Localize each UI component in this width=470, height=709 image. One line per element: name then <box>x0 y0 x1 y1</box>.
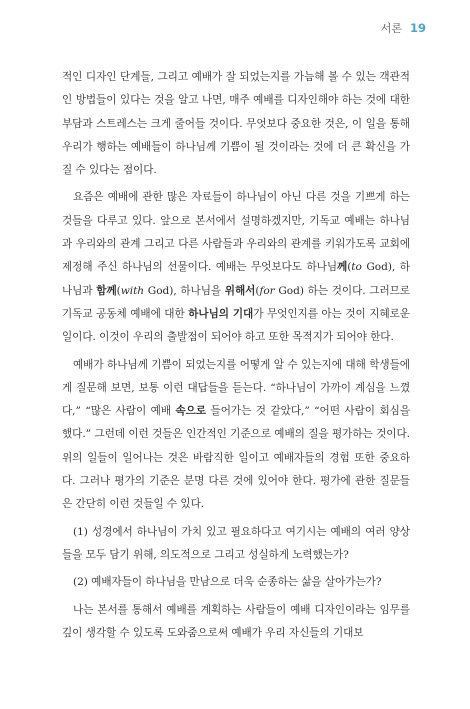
question-item-2: (2) 예배자들이 하나님을 만남으로 더욱 순종하는 삶을 살아가는가? <box>73 576 382 589</box>
section-title: 서론 <box>380 22 402 35</box>
bold-phrase: 위해서 <box>224 284 256 297</box>
question-item-1: (1) 성경에서 하나님이 가치 있고 필요하다고 여기시는 예배의 여러 양상들을 모두 담기 위해, 의도적으로 그리고 성실하게 노력했는가? <box>62 525 410 561</box>
running-header <box>381 20 426 36</box>
paragraph-4: 나는 본서를 통해서 예배를 계획하는 사람들이 예배 디자인이라는 임무를 깊이 생각할 수 있도록 도와줌으로써 예배가 우리 자신들의 기대보 <box>62 603 410 639</box>
body-text <box>62 66 410 649</box>
paragraph-3: 예배가 하나님께 기쁨이 되었는지를 어떻게 알 수 있는지에 대해 학생들에게 질문해 보면, 보통 이런 대답들을 듣는다. “하나님이 가까이 계심을 느꼈다,” “많은 사람이 예배 속으로 들어가는 것 같았다,” “어떤 사람이 회심을 했다.” 그런데 이런 것들은 인간적인 기준으로 예배의 질을 평가하는 것이다. 위의 일들이 일어나는 것은 바람직한 일이고 예배자들의 경험 또한 중요하다. 그러나 평가의 기준은 분명 다른 것에 있어야 한다. 평가에 관한 질문들은 간단히 이런 것들일 수 있다. <box>62 358 411 511</box>
paragraph-1: 적인 디자인 단계들, 그리고 예배가 잘 되었는지를 가늠해 볼 수 있는 객관적인 방법들이 있다는 것을 알고 나면, 매주 예배를 디자인해야 하는 것에 대한 부담과 스트레스는 크게 줄어들 것이다. 무엇보다 중요한 것은, 이 일을 통해 우리가 행하는 예배들이 하나님께 기쁨이 될 것이라는 것에 더 큰 확신을 가질 수 있다는 점이다. <box>62 71 410 177</box>
paragraph-2: 요즘은 예배에 관한 많은 자료들이 하나님이 아닌 다른 것을 기쁘게 하는 것들을 다루고 있다. 앞으로 본서에서 설명하겠지만, 기독교 예배는 하나님과 우리와의 관계 그리고 다른 사람들과 우리와의 관계를 키워가도록 교회에 제정해 주신 하나님의 선물이다. 예배는 무엇보다도 하나님께(to God), 하나님과 함께(with God), 하나님을 위해서(for God) 하는 것이다. 그러므로 기독교 공동체 예배에 대한 하나님의 기대가 무엇인지를 아는 것이 지혜로운 일이다. 이것이 우리의 출발점이 되어야 하고 또한 목적지가 되어야 한다. <box>62 191 411 344</box>
bold-phrase: 께 <box>337 261 348 274</box>
bold-phrase: 함께 <box>96 284 117 297</box>
bold-phrase: 하나님의 기대 <box>188 307 254 320</box>
page-number: 19 <box>409 21 426 35</box>
bold-phrase: 속으로 <box>175 405 207 418</box>
